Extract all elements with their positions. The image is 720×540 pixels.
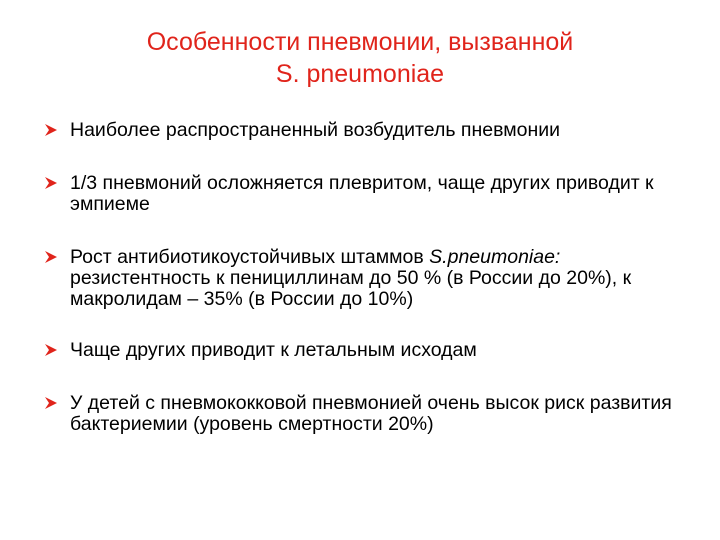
arrowhead-bullet-icon <box>44 396 58 410</box>
bullet-item <box>44 120 694 141</box>
bullet-text: У детей с пневмококковой пневмонией очень высок риск развития бактериемии (уровень смертности 20%) <box>70 392 672 435</box>
bullet-item <box>44 340 694 361</box>
arrowhead-bullet-icon <box>44 176 58 190</box>
bullet-text: Наиболее распространенный возбудитель пневмонии <box>70 119 561 141</box>
bullet-text-part: резистентность к пенициллинам до 50 % (в России до 20%), к макролидам – 35% (в России до 10%) <box>70 267 632 310</box>
bullet-text: Чаще других приводит к летальным исходам <box>70 339 477 361</box>
slide-title-line-2: S. pneumoniae <box>275 60 445 88</box>
bullet-item <box>44 393 694 435</box>
bullet-text-italic: S.pneumoniae: <box>429 246 561 268</box>
bullet-text-part: Рост антибиотикоустойчивых штаммов <box>70 246 430 268</box>
bullet-item <box>44 173 694 215</box>
arrowhead-bullet-icon <box>44 123 58 137</box>
arrowhead-bullet-icon <box>44 343 58 357</box>
bullet-text <box>70 247 694 310</box>
slide-title-line-1: Особенности пневмонии, вызванной <box>146 28 574 56</box>
arrowhead-bullet-icon <box>44 250 58 264</box>
bullet-list <box>44 120 694 461</box>
bullet-item <box>44 247 694 310</box>
slide-title <box>60 26 660 90</box>
bullet-text: 1/3 пневмоний осложняется плевритом, чаще других приводит к эмпиеме <box>70 172 654 215</box>
